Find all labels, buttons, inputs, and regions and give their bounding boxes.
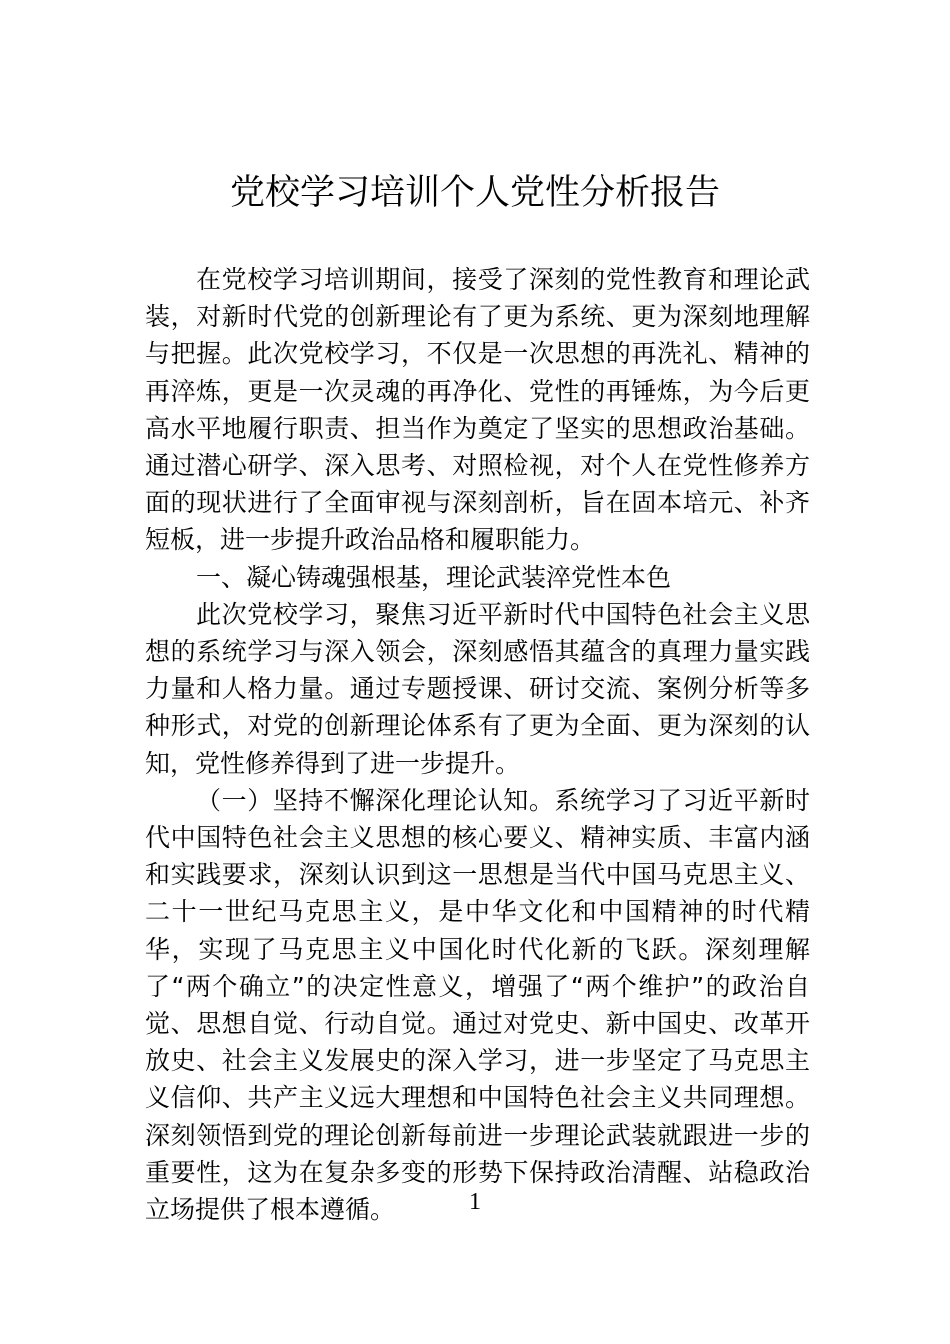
section-1-paragraph: 此次党校学习，聚焦习近平新时代中国特色社会主义思想的系统学习与深入领会，深刻感悟其蕴含的真理力量实践力量和人格力量。通过专题授课、研讨交流、案例分析等多种形式，对党的创新理论体系有了更为全面、更为深刻的认知，党性修养得到了进一步提升。 (145, 599, 810, 778)
intro-paragraph: 在党校学习培训期间，接受了深刻的党性教育和理论武装，对新时代党的创新理论有了更为系统、更为深刻地理解与把握。此次党校学习，不仅是一次思想的再洗礼、精神的再淬炼，更是一次灵魂的再净化、党性的再锤炼，为今后更高水平地履行职责、担当作为奠定了坚实的思想政治基础。通过潜心研学、深入思考、对照检视，对个人在党性修养方面的现状进行了全面审视与深刻剖析，旨在固本培元、补齐短板，进一步提升政治品格和履职能力。 (145, 265, 810, 555)
document-body (145, 261, 810, 1228)
subsection-1-paragraph: （一）坚持不懈深化理论认知。系统学习了习近平新时代中国特色社会主义思想的核心要义、精神实质、丰富内涵和实践要求，深刻认识到这一思想是当代中国马克思主义、二十一世纪马克思主义，是中华文化和中国精神的时代精华，实现了马克思主义中国化时代化新的飞跃。深刻理解了“两个确立”的决定性意义，增强了“两个维护”的政治自觉、思想自觉、行动自觉。通过对党史、新中国史、改革开放史、社会主义发展史的深入学习，进一步坚定了马克思主义信仰、共产主义远大理想和中国特色社会主义共同理想。深刻领悟到党的理论创新每前进一步理论武装就跟进一步的重要性，这为在复杂多变的形势下保持政治清醒、站稳政治立场提供了根本遵循。 (145, 785, 810, 1225)
section-heading-1: 一、凝心铸魂强根基，理论武装淬党性本色 (196, 562, 672, 592)
page-number: 1 (469, 1189, 481, 1215)
document-title: 党校学习培训个人党性分析报告 (229, 173, 720, 213)
